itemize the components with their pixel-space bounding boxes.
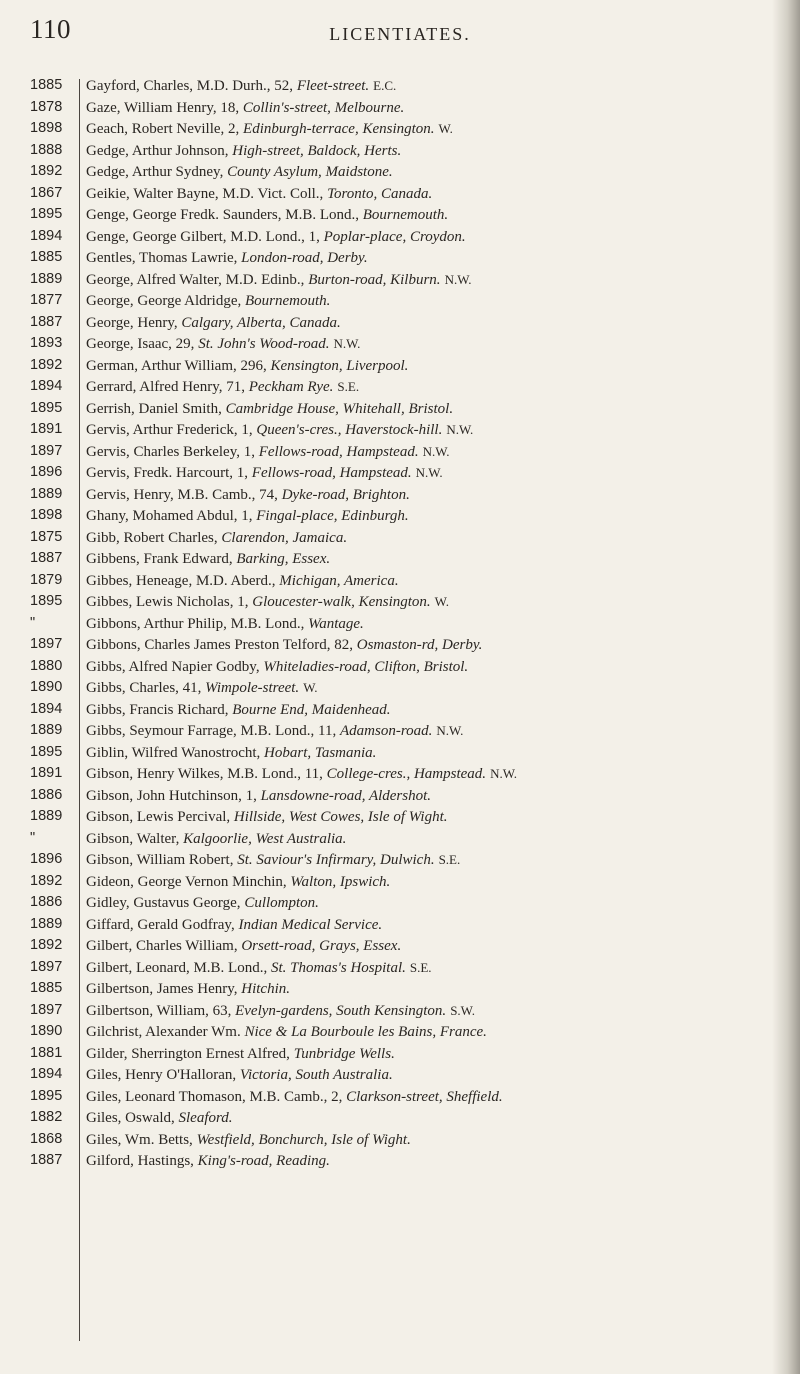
entry-year: 1868 (30, 1130, 63, 1147)
entry-name: Gibson, John Hutchinson, 1, (86, 787, 261, 804)
running-head: LICENTIATES. (329, 24, 471, 44)
list-item (30, 140, 770, 162)
entry-year: 1887 (30, 1152, 63, 1168)
entry-district: N.W. (333, 336, 361, 351)
entry-year: 1889 (30, 915, 63, 932)
licentiates-list (30, 75, 770, 1172)
entry-name: George, Alfred Walter, M.D. Edinb., (86, 271, 309, 288)
entry-name: Gilbertson, James Henry, (86, 981, 242, 997)
entry-text (86, 161, 397, 184)
entry-address: Collin's-street, Melbourne. (242, 99, 405, 116)
entry-address: Fellows-road, Hampstead. (258, 443, 419, 460)
entry-text (86, 849, 460, 872)
entry-year: 1892 (30, 163, 63, 179)
entry-district: S.E. (438, 852, 461, 867)
list-item (30, 333, 770, 355)
list-item (30, 484, 770, 506)
entry-name: Gibbons, Charles James Preston Telford, 82, (86, 637, 357, 653)
list-item (30, 699, 770, 721)
entry-address: Sleaford. (178, 1110, 233, 1126)
entry-year: 1875 (30, 528, 63, 545)
entry-year: 1892 (30, 937, 63, 953)
entry-text (86, 419, 473, 442)
entry-name: Genge, George Gilbert, M.D. Lond., 1, (86, 228, 324, 245)
list-item (30, 591, 770, 613)
entry-text (86, 656, 472, 679)
entry-name: Gibbens, Frank Edward, (86, 551, 237, 567)
entry-year: 1886 (30, 894, 63, 910)
list-item (30, 355, 770, 377)
entry-text (86, 247, 372, 270)
entry-name: Genge, George Fredk. Saunders, M.B. Lond., (86, 207, 363, 223)
entry-name: Gibson, Lewis Percival, (86, 809, 234, 825)
entry-text (86, 570, 403, 593)
entry-name: German, Arthur William, 296, (86, 357, 271, 374)
list-item (30, 247, 770, 269)
entry-year: 1881 (30, 1044, 63, 1061)
entry-text (86, 1129, 415, 1152)
entry-address: Cullompton. (244, 895, 319, 911)
entry-year: 1895 (30, 1087, 63, 1104)
entry-name: Gideon, George Vernon Minchin, (86, 873, 291, 890)
list-item (30, 634, 770, 656)
entry-text (86, 591, 449, 614)
entry-year: 1894 (30, 227, 63, 244)
entry-year: 1867 (30, 184, 63, 201)
entry-year: 1880 (30, 657, 63, 674)
entry-text (86, 1000, 475, 1023)
entry-name: Giles, Oswald, (86, 1110, 179, 1126)
entry-name: Gilbertson, William, 63, (86, 1002, 236, 1019)
entry-address: Victoria, South Australia. (239, 1067, 393, 1083)
entry-name: Gibson, Henry Wilkes, M.B. Lond., 11, (86, 766, 327, 782)
entry-address: Kalgoorlie, West Australia. (183, 830, 347, 847)
entry-address: King's-road, Reading. (197, 1153, 330, 1169)
entry-year: 1893 (30, 335, 63, 351)
entry-year: 1891 (30, 765, 63, 781)
entry-address: Walton, Ipswich. (290, 873, 391, 890)
list-item (30, 978, 770, 1000)
entry-text (86, 1021, 491, 1044)
entry-name: Gentles, Thomas Lawrie, (86, 250, 242, 266)
entry-name: Giles, Leonard Thomason, M.B. Camb., 2, (86, 1088, 347, 1105)
list-item (30, 1021, 770, 1043)
entry-district: N.W. (446, 422, 474, 437)
entry-text (86, 957, 432, 980)
entry-text (86, 763, 517, 786)
entry-text (86, 312, 345, 335)
entry-address: London-road, Derby. (241, 250, 368, 266)
entry-text (86, 699, 395, 722)
entry-address: Bourne End, Maidenhead. (232, 701, 391, 718)
entry-address: Peckham Rye. (248, 379, 334, 395)
entry-district: E.C. (373, 78, 397, 93)
entry-name: Gibson, Walter, (86, 830, 184, 847)
entry-year: 1892 (30, 872, 63, 889)
list-item (30, 118, 770, 140)
entry-name: Gibbons, Arthur Philip, M.B. Lond., (86, 615, 309, 632)
entry-address: Westfield, Bonchurch, Isle of Wight. (196, 1131, 411, 1148)
list-item (30, 1000, 770, 1022)
entry-address: St. John's Wood-road. (198, 336, 330, 352)
entry-name: Gibbs, Francis Richard, (86, 701, 233, 718)
list-item (30, 505, 770, 527)
entry-year: 1896 (30, 851, 63, 867)
entry-year: 1894 (30, 378, 63, 394)
list-item (30, 398, 770, 420)
entry-name: Gilbert, Leonard, M.B. Lond., (86, 959, 271, 976)
page-edge-shadow (772, 0, 800, 1374)
entry-name: Gilder, Sherrington Ernest Alfred, (86, 1045, 294, 1062)
entry-address: Fleet-street. (296, 78, 370, 94)
entry-district: S.E. (337, 379, 360, 394)
entry-address: Burton-road, Kilburn. (308, 271, 441, 288)
entry-district: W. (303, 680, 318, 695)
entry-year: " (30, 614, 36, 631)
list-item (30, 183, 770, 205)
entry-text (86, 677, 318, 700)
list-item (30, 742, 770, 764)
entry-year: 1895 (30, 593, 63, 609)
entry-address: Edinburgh-terrace, Kensington. (243, 121, 435, 137)
entry-address: Wantage. (308, 615, 364, 632)
entry-text (86, 462, 443, 485)
list-item (30, 677, 770, 699)
entry-name: Giles, Henry O'Halloran, (86, 1067, 240, 1083)
list-item (30, 892, 770, 914)
entry-name: Gibbs, Charles, 41, (86, 680, 206, 696)
list-item (30, 1129, 770, 1151)
entry-address: Orsett-road, Grays, Essex. (241, 938, 402, 954)
entry-name: Gibbes, Heneage, M.D. Aberd., (86, 572, 280, 589)
entry-year: 1889 (30, 485, 63, 502)
entry-year: 1890 (30, 679, 63, 695)
list-item (30, 312, 770, 334)
entry-name: Gibb, Robert Charles, (86, 529, 222, 546)
entry-year: 1878 (30, 98, 63, 115)
entry-address: Tunbridge Wells. (293, 1045, 395, 1062)
entry-name: George, George Aldridge, (86, 293, 245, 309)
entry-year: 1887 (30, 550, 63, 566)
entry-year: 1898 (30, 507, 63, 523)
entry-name: Gibbs, Alfred Napier Godby, (86, 658, 264, 675)
entry-text (86, 978, 294, 1001)
entry-year: 1895 (30, 743, 63, 760)
entry-name: Giblin, Wilfred Wanostrocht, (86, 744, 265, 761)
entry-text (86, 1064, 397, 1087)
entry-text (86, 118, 453, 141)
entry-address: Fingal-place, Edinburgh. (256, 508, 409, 524)
entry-address: St. Saviour's Infirmary, Dulwich. (237, 852, 435, 868)
entry-address: Barking, Essex. (236, 551, 331, 567)
entry-district: N.W. (436, 723, 464, 738)
entry-year: 1885 (30, 249, 63, 265)
entry-address: Gloucester-walk, Kensington. (252, 594, 431, 610)
entry-address: Kensington, Liverpool. (270, 357, 409, 374)
entry-name: Gedge, Arthur Johnson, (86, 142, 233, 159)
list-item (30, 269, 770, 291)
entry-name: Gervis, Henry, M.B. Camb., 74, (86, 486, 282, 503)
list-item (30, 957, 770, 979)
list-item (30, 527, 770, 549)
entry-year: 1887 (30, 313, 63, 330)
entry-address: Hillside, West Cowes, Isle of Wight. (233, 809, 448, 825)
entry-year: 1885 (30, 77, 63, 93)
entry-name: Gibbes, Lewis Nicholas, 1, (86, 594, 253, 610)
entry-year: 1889 (30, 808, 63, 824)
list-item (30, 806, 770, 828)
entry-name: Gervis, Arthur Frederick, 1, (86, 422, 257, 438)
list-item (30, 441, 770, 463)
entry-text (86, 355, 412, 378)
entry-text (86, 333, 360, 356)
entry-address: Nice & La Bourboule les Bains, France. (244, 1024, 487, 1040)
list-item (30, 1064, 770, 1086)
entry-text (86, 871, 394, 894)
entry-name: George, Isaac, 29, (86, 336, 199, 352)
entry-year: 1879 (30, 571, 63, 588)
entry-district: N.W. (444, 271, 472, 287)
list-item (30, 161, 770, 183)
entry-text (86, 204, 452, 227)
entry-address: Calgary, Alberta, Canada. (181, 314, 341, 331)
list-item (30, 1107, 770, 1129)
list-item (30, 613, 770, 635)
entry-name: Gibbs, Seymour Farrage, M.B. Lond., 11, (86, 723, 341, 739)
list-item (30, 914, 770, 936)
entry-year: 1897 (30, 636, 63, 652)
entry-name: George, Henry, (86, 314, 182, 331)
entry-district: N.W. (490, 766, 518, 781)
list-item (30, 204, 770, 226)
entry-district: S.W. (450, 1002, 475, 1018)
entry-text (86, 140, 405, 163)
entry-text (86, 1107, 237, 1130)
entry-text (86, 376, 359, 399)
entry-year: 1886 (30, 786, 63, 803)
entry-name: Gilbert, Charles William, (86, 938, 242, 954)
entry-address: College-cres., Hampstead. (326, 766, 487, 782)
entry-address: Indian Medical Service. (238, 916, 383, 933)
list-item (30, 462, 770, 484)
entry-address: Hobart, Tasmania. (264, 744, 377, 761)
entry-address: Evelyn-gardens, South Kensington. (235, 1002, 447, 1019)
entry-year: 1894 (30, 700, 63, 717)
entry-text (86, 806, 452, 829)
entry-year: 1895 (30, 399, 63, 416)
list-item (30, 548, 770, 570)
entry-year: 1889 (30, 722, 63, 738)
entry-text (86, 398, 457, 421)
entry-address: Wimpole-street. (205, 680, 300, 696)
entry-name: Gayford, Charles, M.D. Durh., 52, (86, 78, 297, 94)
entry-text (86, 935, 405, 958)
entry-district: S.E. (409, 959, 432, 975)
entry-address: Toronto, Canada. (327, 185, 433, 202)
entry-address: Bournemouth. (362, 207, 449, 223)
entry-year: 1897 (30, 442, 63, 459)
entry-text (86, 75, 396, 98)
list-item (30, 849, 770, 871)
entry-address: Poplar-place, Croydon. (323, 228, 466, 245)
entry-text (86, 226, 470, 249)
entry-name: Gedge, Arthur Sydney, (86, 164, 228, 180)
entry-name: Gaze, William Henry, 18, (86, 99, 243, 116)
entry-name: Gibson, William Robert, (86, 852, 238, 868)
entry-name: Gerrard, Alfred Henry, 71, (86, 379, 249, 395)
entry-text (86, 828, 350, 851)
list-item (30, 763, 770, 785)
list-item (30, 570, 770, 592)
entry-text (86, 634, 486, 657)
entry-name: Gervis, Charles Berkeley, 1, (86, 443, 259, 460)
entry-name: Giffard, Gerald Godfray, (86, 916, 239, 933)
entry-year: 1892 (30, 356, 63, 373)
entry-district: N.W. (415, 465, 443, 480)
entry-name: Geikie, Walter Bayne, M.D. Vict. Coll., (86, 185, 328, 202)
entry-text (86, 548, 334, 571)
entry-address: Clarendon, Jamaica. (221, 529, 348, 546)
list-item (30, 290, 770, 312)
entry-text (86, 97, 408, 120)
entry-name: Gilchrist, Alexander Wm. (86, 1024, 245, 1040)
list-item (30, 871, 770, 893)
list-item (30, 419, 770, 441)
entry-year: 1877 (30, 292, 63, 308)
entry-address: Clarkson-street, Sheffield. (346, 1088, 503, 1105)
entry-year: 1885 (30, 980, 63, 996)
list-item (30, 226, 770, 248)
entry-text (86, 269, 472, 292)
entry-name: Ghany, Mohamed Abdul, 1, (86, 508, 257, 524)
entry-text (86, 1150, 334, 1173)
list-item (30, 97, 770, 119)
list-item (30, 1043, 770, 1065)
entry-name: Gidley, Gustavus George, (86, 895, 245, 911)
entry-year: " (30, 829, 36, 846)
entry-address: County Asylum, Maidstone. (227, 164, 393, 180)
entry-year: 1894 (30, 1066, 63, 1082)
entry-address: High-street, Baldock, Herts. (232, 142, 402, 159)
entry-year: 1897 (30, 958, 63, 975)
entry-year: 1889 (30, 270, 63, 287)
entry-name: Gervis, Fredk. Harcourt, 1, (86, 465, 252, 481)
entry-name: Giles, Wm. Betts, (86, 1131, 197, 1148)
entry-year: 1897 (30, 1001, 63, 1018)
entry-address: Queen's-cres., Haverstock-hill. (256, 422, 443, 438)
list-item (30, 1086, 770, 1108)
entry-text (86, 1043, 399, 1066)
entry-address: Cambridge House, Whitehall, Bristol. (225, 400, 454, 417)
entry-district: N.W. (422, 443, 450, 459)
list-item (30, 656, 770, 678)
entry-address: Lansdowne-road, Aldershot. (260, 787, 432, 804)
entry-address: Hitchin. (241, 981, 290, 997)
entry-name: Geach, Robert Neville, 2, (86, 121, 244, 137)
list-item (30, 935, 770, 957)
entry-text (86, 1086, 507, 1109)
entry-address: St. Thomas's Hospital. (270, 959, 406, 976)
entry-year: 1891 (30, 421, 63, 437)
entry-year: 1898 (30, 120, 63, 136)
entry-address: Adamson-road. (340, 723, 433, 739)
entry-text (86, 613, 368, 636)
entry-address: Michigan, America. (279, 572, 399, 589)
entry-text (86, 914, 386, 937)
entry-text (86, 892, 323, 915)
entry-year: 1895 (30, 206, 63, 222)
entry-text (86, 785, 435, 808)
entry-name: Gerrish, Daniel Smith, (86, 400, 226, 417)
entry-text (86, 527, 351, 550)
entry-address: Fellows-road, Hampstead. (251, 465, 412, 481)
entry-text (86, 441, 450, 464)
list-item (30, 785, 770, 807)
list-item (30, 75, 770, 97)
entry-text (86, 742, 380, 765)
list-item (30, 828, 770, 850)
entry-text (86, 484, 414, 507)
entry-text (86, 720, 463, 743)
entry-year: 1890 (30, 1023, 63, 1039)
list-item (30, 720, 770, 742)
entry-address: Osmaston-rd, Derby. (356, 637, 483, 653)
entry-district: W. (438, 121, 453, 136)
list-item (30, 1150, 770, 1172)
entry-text (86, 505, 413, 528)
entry-address: Whiteladies-road, Clifton, Bristol. (263, 658, 469, 675)
entry-address: Bournemouth. (245, 293, 331, 309)
entry-year: 1882 (30, 1109, 63, 1125)
entry-address: Dyke-road, Brighton. (281, 486, 410, 503)
entry-text (86, 183, 436, 206)
page-number: 110 (30, 14, 71, 44)
list-item (30, 376, 770, 398)
entry-year: 1896 (30, 464, 63, 480)
entry-text (86, 290, 334, 313)
entry-year: 1888 (30, 141, 63, 158)
entry-name: Gilford, Hastings, (86, 1153, 198, 1169)
entry-district: W. (434, 594, 449, 609)
